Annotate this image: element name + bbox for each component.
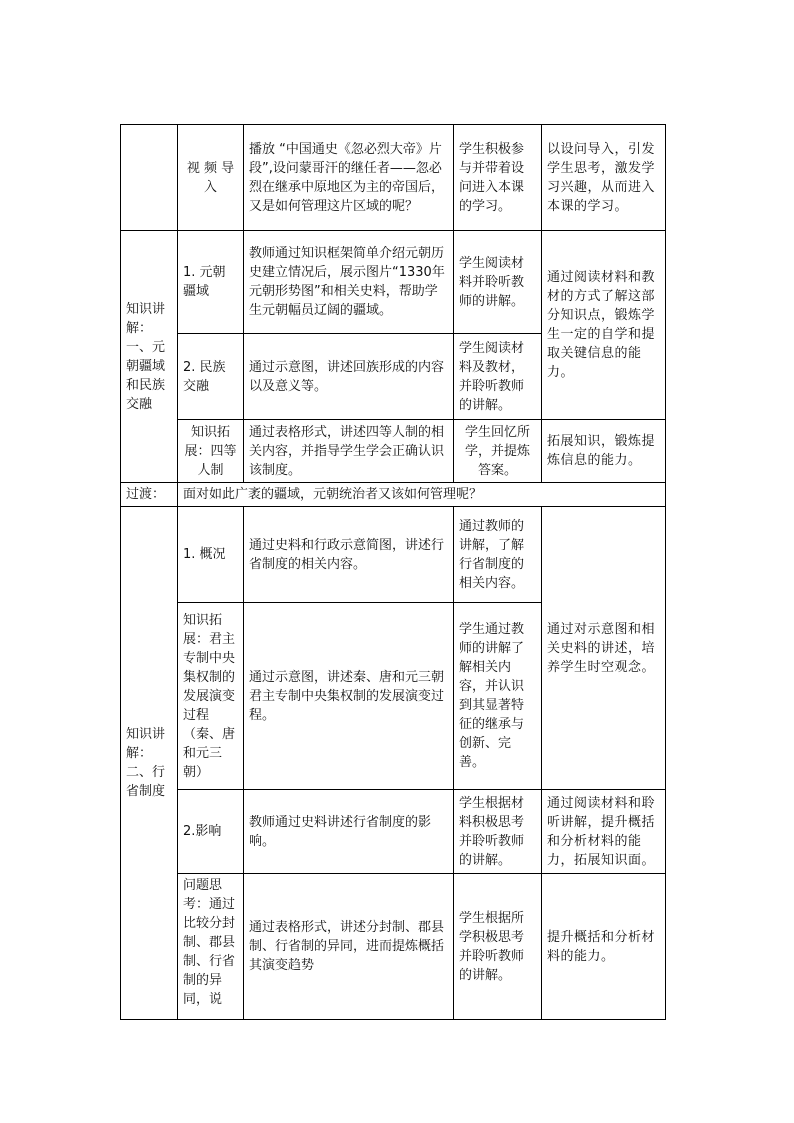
student-activity-cell [454,420,542,483]
design-intent-cell [542,790,666,874]
table-row [121,790,666,874]
design-intent-text: 提升概括和分析材料的能力。 [547,929,656,964]
transition-label-cell [121,483,178,507]
teacher-activity-text: 通过表格形式，讲述分封制、郡县制、行省制的异同，进而提炼概括其演变趋势 [249,920,445,973]
teacher-activity-text: 播放 “中国通史《忽必烈大帝》片段”,设问蒙哥汗的继任者——忽必烈在继承中原地区为主的帝国后，又是如何管理这片区域的呢？ [249,141,445,214]
lesson-plan-table [120,124,666,1020]
design-intent-text: 以设问导入，引发学生思考，激发学习兴趣，从而进入本课的学习。 [547,141,656,214]
step-label: 知识拓展：君主专制中央集权制的发展演变过程（秦、唐和元三朝） [183,612,236,780]
teacher-activity-text: 通过示意图，讲述回族形成的内容以及意义等。 [249,359,445,394]
step-label: 知识拓展：四等人制 [184,424,237,478]
section-cell-empty [121,125,178,231]
teacher-activity-text: 教师通过史料讲述行省制度的影响。 [249,814,432,849]
design-intent-cell [542,125,666,231]
student-activity-text: 学生积极参与并带着设问进入本课的学习。 [459,141,525,214]
teacher-activity-cell [244,420,454,483]
student-activity-text: 学生根据所学积极思考并聆听教师的讲解。 [459,910,525,983]
table-row [121,507,666,603]
teacher-activity-cell [244,603,454,790]
section-label-cell [121,507,178,1020]
table-row [121,231,666,334]
transition-text: 面对如此广袤的疆域，元朝统治者又该如何管理呢？ [183,487,483,502]
design-intent-text: 通过对示意图和相关史料的讲述，培养学生时空观念。 [547,621,656,675]
student-activity-text: 学生阅读材料并聆听教师的讲解。 [459,255,525,309]
step-cell [178,603,244,790]
step-cell [178,125,244,231]
teacher-activity-cell [244,334,454,420]
section-label: 知识讲解：二、行省制度 [126,727,166,799]
student-activity-text: 学生通过教师的讲解了解相关内容，并认识到其显著特征的继承与创新、完善。 [459,622,525,770]
student-activity-cell [454,125,542,231]
teacher-activity-cell [244,507,454,603]
step-label: 2.影响 [183,824,222,839]
transition-row [121,483,666,507]
table-row [121,420,666,483]
step-cell [178,231,244,334]
table-row [121,874,666,1020]
teacher-activity-text: 教师通过知识框架简单介绍元朝历史建立情况后，展示图片“1330年元朝形势图”和相关史料，帮助学生元朝幅员辽阔的疆域。 [249,246,445,318]
design-intent-cell [542,231,666,420]
teacher-activity-text: 通过史料和行政示意简图，讲述行省制度的相关内容。 [249,537,445,572]
teacher-activity-cell [244,231,454,334]
section-label: 知识讲解：一、元朝疆域和民族交融 [126,301,166,412]
step-cell [178,790,244,874]
step-label: 视 频 导 入 [186,160,235,195]
step-cell [178,874,244,1020]
student-activity-cell [454,874,542,1020]
design-intent-cell [542,507,666,790]
teacher-activity-text: 通过示意图，讲述秦、唐和元三朝君主专制中央集权制的发展演变过程。 [249,669,445,723]
step-label: 1. 概况 [183,547,226,562]
transition-text-cell [178,483,666,507]
teacher-activity-text: 通过表格形式，讲述四等人制的相关内容，并指导学生学会正确认识该制度。 [249,424,445,478]
student-activity-cell [454,334,542,420]
design-intent-text: 通过阅读材料和聆听讲解，提升概括和分析材料的能力，拓展知识面。 [547,795,656,868]
student-activity-cell [454,507,542,603]
student-activity-text: 学生根据材料积极思考并聆听教师的讲解。 [459,795,525,868]
step-cell [178,507,244,603]
section-label-cell [121,231,178,483]
design-intent-text: 通过阅读材料和教材的方式了解这部分知识点，锻炼学生一定的自学和提取关键信息的能力。 [547,270,656,380]
step-label: 问题思考：通过比较分封制、郡县制、行省制的异同，说 [183,878,236,1007]
teacher-activity-cell [244,874,454,1020]
transition-label: 过渡： [126,487,166,502]
student-activity-text: 通过教师的讲解，了解行省制度的相关内容。 [459,518,525,591]
design-intent-cell [542,420,666,483]
student-activity-cell [454,603,542,790]
student-activity-text: 学生回忆所学，并提炼答案。 [464,424,530,478]
step-cell [178,420,244,483]
step-label: 2. 民族交融 [183,359,226,394]
design-intent-cell [542,874,666,1020]
step-cell [178,334,244,420]
step-label: 1. 元朝疆域 [183,265,226,299]
student-activity-cell [454,231,542,334]
student-activity-cell [454,790,542,874]
table-row [121,125,666,231]
student-activity-text: 学生阅读材料及教材，并聆听教师的讲解。 [459,340,525,413]
teacher-activity-cell [244,125,454,231]
design-intent-text: 拓展知识，锻炼提炼信息的能力。 [547,434,656,468]
teacher-activity-cell [244,790,454,874]
